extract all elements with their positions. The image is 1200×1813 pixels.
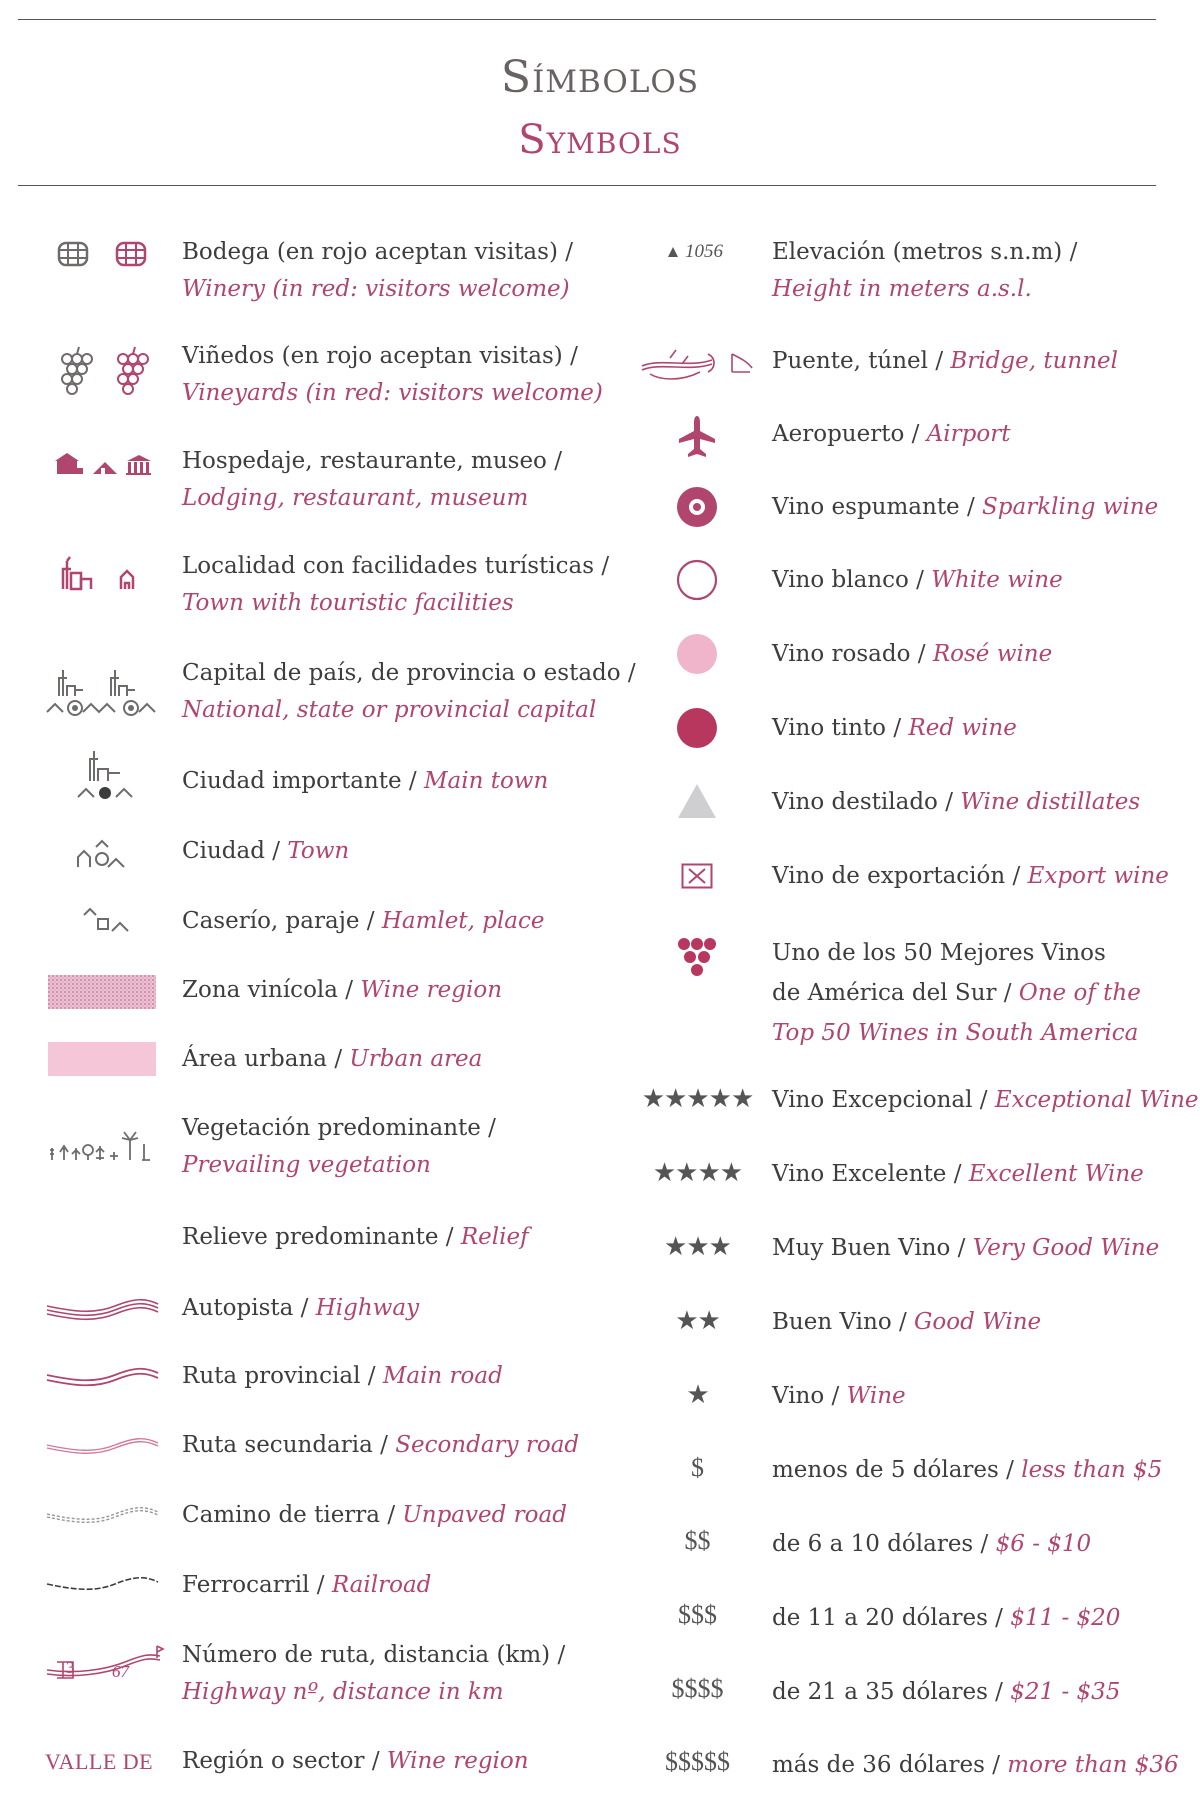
label-es: Ferrocarril / <box>182 1572 325 1598</box>
label-en: Bridge, tunnel <box>950 348 1118 374</box>
legend-vineyards <box>182 338 603 412</box>
highway-line-icon <box>45 1292 160 1320</box>
legend-lodging <box>182 443 562 517</box>
label-en: Main road <box>382 1363 503 1389</box>
legend-price-1 <box>772 1452 1162 1489</box>
legend-route-number <box>182 1637 565 1711</box>
label-es: Bodega (en rojo aceptan visitas) / <box>182 239 573 265</box>
label-en: $6 - $10 <box>995 1531 1092 1557</box>
label-es: Capital de país, de provincia o estado / <box>182 660 636 686</box>
label-es: Vino Excepcional / <box>772 1087 988 1113</box>
label-es: Vino rosado / <box>772 641 926 667</box>
region-label-sample <box>45 1745 165 1779</box>
label-es: de 21 a 35 dólares / <box>772 1679 1003 1705</box>
rating-3-stars <box>640 1230 755 1264</box>
label-en: Town with touristic facilities <box>182 590 514 616</box>
label-en: White wine <box>931 567 1063 593</box>
route-number-distance-icon <box>45 1640 165 1690</box>
rating-5-stars <box>640 1082 755 1116</box>
label-en-line-1: One of the <box>1018 980 1141 1006</box>
vineyard-grapes-icon <box>55 345 165 400</box>
label-es: Vegetación predominante / <box>182 1115 496 1141</box>
label-en: Vineyards (in red: visitors welcome) <box>182 380 603 406</box>
legend-relief <box>182 1219 529 1256</box>
legend-red-wine <box>772 710 1017 747</box>
bridge-tunnel-icon <box>640 342 755 382</box>
label-es: Zona vinícola / <box>182 977 354 1003</box>
label-en: Exceptional Wine <box>994 1087 1199 1113</box>
legend-secondary-road <box>182 1427 579 1464</box>
route-distance-text: 67 <box>112 1662 129 1681</box>
top-rule <box>18 19 1156 20</box>
label-es-line-1: Uno de los 50 Mejores Vinos <box>772 940 1106 966</box>
label-es: Muy Buen Vino / <box>772 1235 966 1261</box>
label-en: Wine region <box>360 977 503 1003</box>
capital-city-icon <box>45 662 165 718</box>
red-wine-icon <box>672 705 722 751</box>
legend-unpaved-road <box>182 1497 567 1534</box>
label-en: $21 - $35 <box>1010 1679 1121 1705</box>
label-en: Lodging, restaurant, museum <box>182 485 529 511</box>
elevation-value: 1056 <box>685 241 723 262</box>
legend-excellent <box>772 1156 1144 1193</box>
label-es: Vino blanco / <box>772 567 924 593</box>
airport-icon <box>672 412 722 460</box>
label-en: Wine distillates <box>960 789 1141 815</box>
label-es: Elevación (metros s.n.m) / <box>772 239 1078 265</box>
label-en: Relief <box>460 1224 529 1250</box>
legend-wine <box>772 1378 906 1415</box>
label-en: Good Wine <box>914 1309 1042 1335</box>
label-es: Caserío, paraje / <box>182 908 375 934</box>
legend-railroad <box>182 1567 431 1604</box>
label-es: Número de ruta, distancia (km) / <box>182 1642 566 1668</box>
price-symbol: $$$ <box>678 1600 717 1629</box>
label-en: Wine region <box>386 1748 529 1774</box>
lodging-restaurant-museum-icon <box>55 452 155 478</box>
label-en: Sparkling wine <box>982 494 1159 520</box>
label-es: Vino tinto / <box>772 715 902 741</box>
label-en: Highway nº, distance in km <box>182 1679 504 1705</box>
price-5 <box>640 1745 755 1779</box>
label-es: Viñedos (en rojo aceptan visitas) / <box>182 343 578 369</box>
price-symbol: $$ <box>684 1526 711 1555</box>
legend-vegetation <box>182 1110 496 1184</box>
town-icon <box>72 833 142 869</box>
label-en: less than $5 <box>1021 1457 1163 1483</box>
label-es: Vino de exportación / <box>772 863 1021 889</box>
label-es: Hospedaje, restaurante, museo / <box>182 448 562 474</box>
region-label-text: VALLE DE <box>45 1749 154 1774</box>
label-es: Ciudad / <box>182 838 280 864</box>
sparkling-wine-icon <box>672 484 722 530</box>
label-es: Ruta secundaria / <box>182 1432 388 1458</box>
legend-white-wine <box>772 562 1063 599</box>
vegetation-icon <box>48 1118 158 1164</box>
legend-very-good <box>772 1230 1159 1267</box>
distillate-triangle-icon <box>672 778 722 824</box>
label-en: Main town <box>423 768 549 794</box>
label-es: Aeropuerto / <box>772 421 920 447</box>
label-en: Export wine <box>1027 863 1169 889</box>
label-en: Height in meters a.s.l. <box>772 276 1032 302</box>
label-es-line-2: de América del Sur / <box>772 980 1012 1006</box>
label-es: Área urbana / <box>182 1046 343 1072</box>
price-symbol: $$$$ <box>671 1674 724 1703</box>
legend-wine-region <box>182 972 502 1009</box>
legend-bridge-tunnel <box>772 343 1118 380</box>
label-en: Town <box>287 838 350 864</box>
legend-rose-wine <box>772 636 1052 673</box>
winery-barrel-icon <box>55 238 165 270</box>
price-symbol: $$$$$ <box>665 1747 730 1776</box>
label-es: de 6 a 10 dólares / <box>772 1531 989 1557</box>
legend-hamlet <box>182 903 545 940</box>
export-box-icon <box>677 860 717 892</box>
label-en: Railroad <box>331 1572 432 1598</box>
secondary-road-line-icon <box>45 1433 160 1457</box>
label-en-line-2: Top 50 Wines in South America <box>772 1020 1139 1046</box>
legend-region <box>182 1743 529 1780</box>
top50-grape-icon <box>672 935 722 983</box>
label-es: Vino Excelente / <box>772 1161 962 1187</box>
tourist-town-icon <box>55 555 155 591</box>
legend-tourist-town <box>182 548 609 622</box>
label-en: Prevailing vegetation <box>182 1152 431 1178</box>
label-en: Winery (in red: visitors welcome) <box>182 276 570 302</box>
rating-1-star <box>640 1378 755 1412</box>
legend-main-road <box>182 1358 503 1395</box>
legend-distillate <box>772 784 1140 821</box>
price-1 <box>640 1451 755 1485</box>
rose-wine-icon <box>672 631 722 677</box>
legend-elevation <box>772 234 1077 308</box>
title-spanish: Símbolos <box>500 52 700 103</box>
label-es: menos de 5 dólares / <box>772 1457 1014 1483</box>
label-en: Highway <box>315 1295 420 1321</box>
legend-sparkling-wine <box>772 489 1158 526</box>
legend-highway <box>182 1290 419 1327</box>
legend-winery <box>182 234 573 308</box>
elevation-triangle-icon <box>667 246 679 258</box>
legend-top50 <box>772 933 1141 1053</box>
label-es: Autopista / <box>182 1295 309 1321</box>
legend-airport <box>772 416 1010 453</box>
price-2 <box>640 1524 755 1558</box>
label-en: Rosé wine <box>932 641 1053 667</box>
label-es: Camino de tierra / <box>182 1502 396 1528</box>
label-en: Wine <box>846 1383 906 1409</box>
label-es: Vino destilado / <box>772 789 953 815</box>
label-es: Vino / <box>772 1383 840 1409</box>
main-town-icon <box>72 745 142 801</box>
urban-area-swatch <box>48 1042 156 1076</box>
elevation-icon <box>660 238 730 266</box>
legend-price-5 <box>772 1747 1179 1784</box>
label-es: Ciudad importante / <box>182 768 417 794</box>
legend-capital <box>182 655 636 729</box>
label-en: Excellent Wine <box>968 1161 1144 1187</box>
white-wine-icon <box>672 557 722 603</box>
unpaved-road-line-icon <box>45 1502 160 1526</box>
label-en: Unpaved road <box>402 1502 567 1528</box>
one-star-icon: ★ <box>686 1380 709 1410</box>
label-en: Secondary road <box>395 1432 580 1458</box>
label-es: Relieve predominante / <box>182 1224 454 1250</box>
legend-exceptional <box>772 1082 1199 1119</box>
label-en: Red wine <box>908 715 1017 741</box>
label-es: Localidad con facilidades turísticas / <box>182 553 610 579</box>
price-symbol: $ <box>691 1453 704 1482</box>
legend-price-2 <box>772 1526 1091 1563</box>
five-star-icon: ★★★★★ <box>641 1084 754 1114</box>
legend-good <box>772 1304 1041 1341</box>
label-es: Vino espumante / <box>772 494 975 520</box>
label-en: National, state or provincial capital <box>182 697 597 723</box>
label-en: Hamlet, place <box>381 908 545 934</box>
label-en: $11 - $20 <box>1010 1605 1121 1631</box>
three-star-icon: ★★★ <box>664 1232 731 1262</box>
hamlet-icon <box>80 905 140 935</box>
two-star-icon: ★★ <box>675 1306 720 1336</box>
main-road-line-icon <box>45 1363 160 1389</box>
legend-urban-area <box>182 1041 482 1078</box>
railroad-line-icon <box>45 1572 160 1594</box>
label-es: Puente, túnel / <box>772 348 944 374</box>
label-es: Ruta provincial / <box>182 1363 376 1389</box>
legend-town <box>182 833 349 870</box>
title-english: Symbols <box>518 117 682 163</box>
rating-2-stars <box>640 1304 755 1338</box>
header-bottom-rule <box>18 185 1156 186</box>
label-es: más de 36 dólares / <box>772 1752 1000 1778</box>
rating-4-stars <box>640 1156 755 1190</box>
label-es: Buen Vino / <box>772 1309 907 1335</box>
label-en: Airport <box>926 421 1011 447</box>
wine-region-swatch <box>48 975 156 1009</box>
route-number-text: 3 <box>66 1658 75 1677</box>
legend-export <box>772 858 1169 895</box>
legend-main-town <box>182 763 548 800</box>
label-en: Very Good Wine <box>972 1235 1160 1261</box>
price-3 <box>640 1598 755 1632</box>
legend-price-4 <box>772 1674 1120 1711</box>
label-es: Región o sector / <box>182 1748 380 1774</box>
label-es: de 11 a 20 dólares / <box>772 1605 1003 1631</box>
legend-price-3 <box>772 1600 1120 1637</box>
label-en: Urban area <box>349 1046 483 1072</box>
four-star-icon: ★★★★ <box>652 1158 743 1188</box>
price-4 <box>640 1672 755 1706</box>
label-en: more than $36 <box>1007 1752 1179 1778</box>
